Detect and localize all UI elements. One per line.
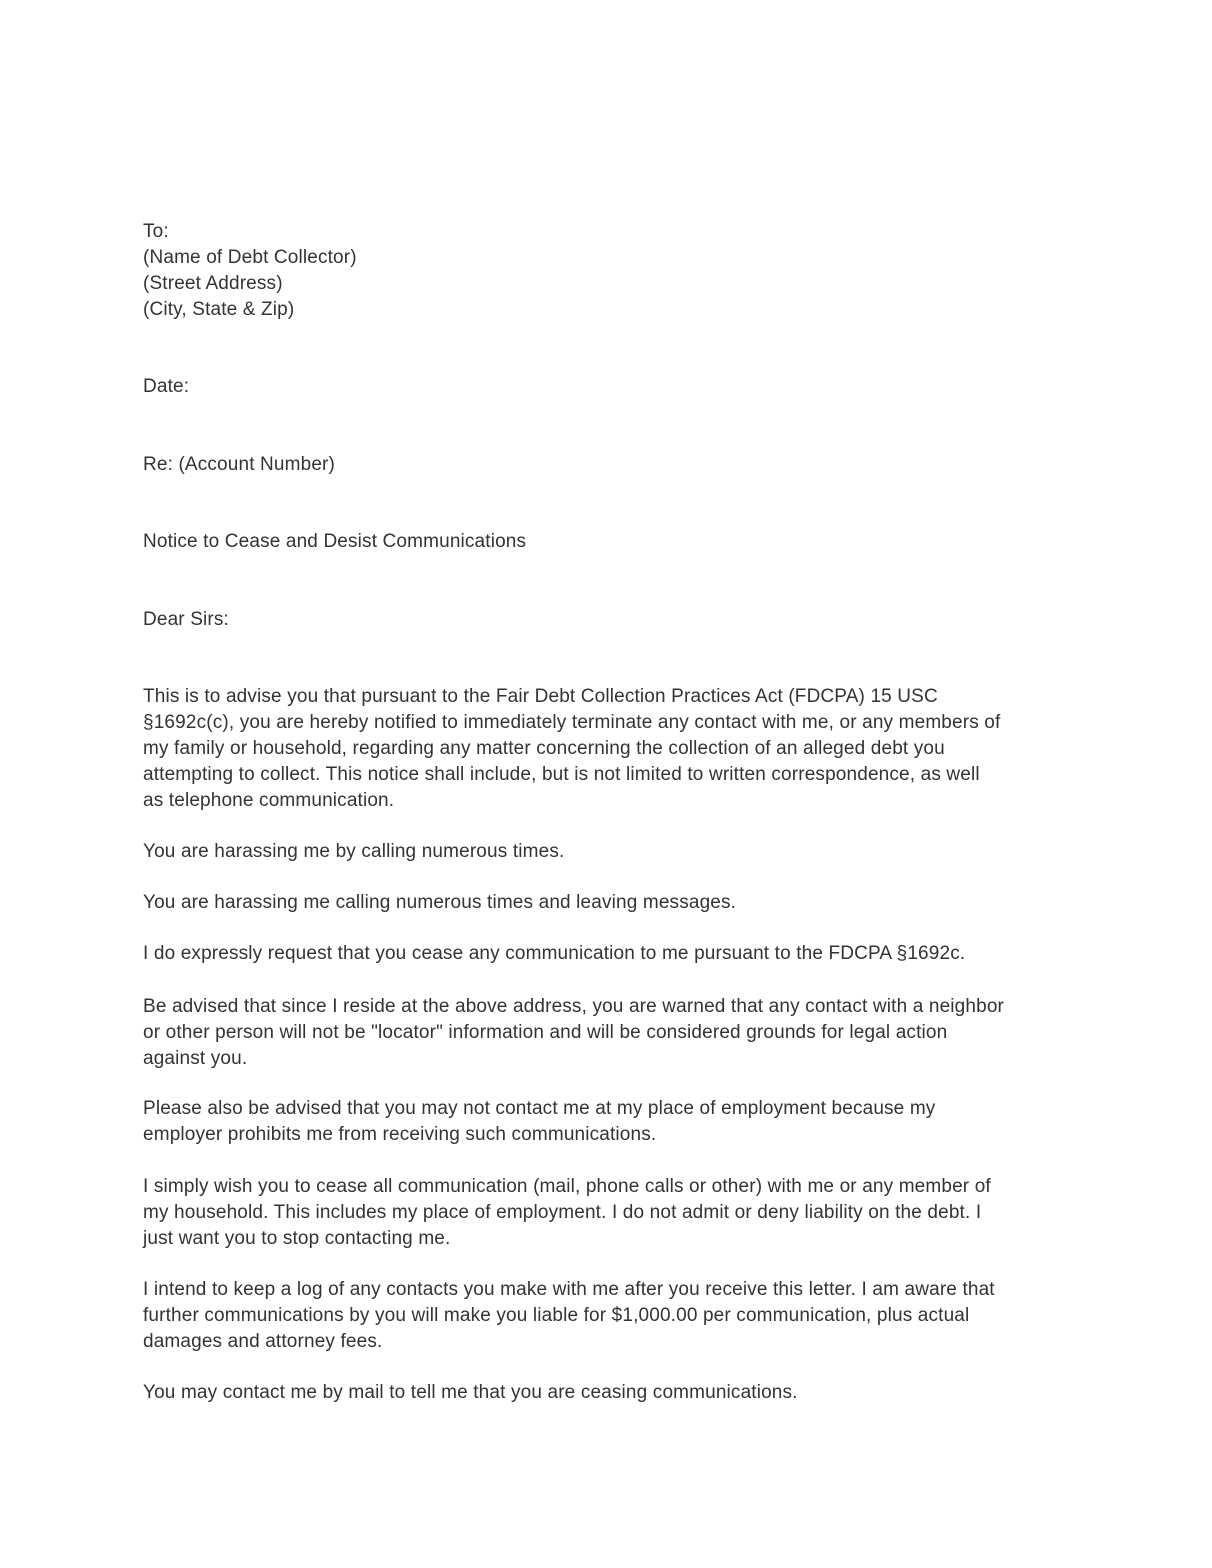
paragraph-line: I simply wish you to cease all communication (mail, phone calls or other) with me or any member of — [143, 1176, 991, 1197]
paragraph-line: attempting to collect. This notice shall include, but is not limited to written correspondence, as well — [143, 764, 980, 785]
paragraph-2 — [143, 839, 1078, 865]
paragraph-line: §1692c(c), you are hereby notified to immediately terminate any contact with me, or any members of — [143, 712, 1001, 733]
paragraph-1 — [143, 684, 1078, 814]
paragraph-line: just want you to stop contacting me. — [143, 1228, 451, 1249]
paragraph-line: I do expressly request that you cease any communication to me pursuant to the FDCPA §1692c. — [143, 943, 966, 964]
paragraph-line: You are harassing me by calling numerous times. — [143, 841, 565, 862]
paragraph-4 — [143, 941, 1078, 967]
recipient-street: (Street Address) — [143, 273, 283, 294]
paragraph-line: Please also be advised that you may not contact me at my place of employment because my — [143, 1098, 936, 1119]
paragraph-line: You are harassing me calling numerous times and leaving messages. — [143, 892, 737, 913]
paragraph-line: employer prohibits me from receiving such communications. — [143, 1124, 657, 1145]
paragraph-line: I intend to keep a log of any contacts you make with me after you receive this letter. I am aware that — [143, 1279, 995, 1300]
salutation-text: Dear Sirs: — [143, 609, 229, 630]
paragraph-line: This is to advise you that pursuant to the Fair Debt Collection Practices Act (FDCPA) 15 USC — [143, 686, 938, 707]
salutation — [143, 607, 1078, 633]
subject-title: Notice to Cease and Desist Communications — [143, 531, 527, 552]
paragraph-6 — [143, 1096, 1078, 1148]
recipient-name: (Name of Debt Collector) — [143, 247, 357, 268]
paragraph-8 — [143, 1277, 1078, 1355]
paragraph-7 — [143, 1174, 1078, 1252]
paragraph-line: damages and attorney fees. — [143, 1331, 383, 1352]
paragraph-line: or other person will not be "locator" information and will be considered grounds for legal action — [143, 1022, 948, 1043]
paragraph-line: against you. — [143, 1048, 248, 1069]
re-line — [143, 452, 1078, 478]
paragraph-3 — [143, 890, 1078, 916]
paragraph-line: Be advised that since I reside at the above address, you are warned that any contact with a neighbor — [143, 996, 1005, 1017]
paragraph-line: further communications by you will make you liable for $1,000.00 per communication, plus actual — [143, 1305, 970, 1326]
paragraph-5 — [143, 994, 1078, 1072]
re-account-number: Re: (Account Number) — [143, 454, 336, 475]
paragraph-line: my household. This includes my place of employment. I do not admit or deny liability on the debt. I — [143, 1202, 982, 1223]
date-label: Date: — [143, 376, 190, 397]
paragraph-line: You may contact me by mail to tell me that you are ceasing communications. — [143, 1382, 798, 1403]
paragraph-line: as telephone communication. — [143, 790, 395, 811]
recipient-label: To: — [143, 221, 169, 242]
paragraph-line: my family or household, regarding any matter concerning the collection of an alleged debt you — [143, 738, 945, 759]
date-line — [143, 374, 1078, 400]
paragraph-9 — [143, 1380, 1078, 1406]
recipient-city: (City, State & Zip) — [143, 299, 295, 320]
subject-line — [143, 529, 1078, 555]
recipient-block — [143, 219, 1078, 323]
